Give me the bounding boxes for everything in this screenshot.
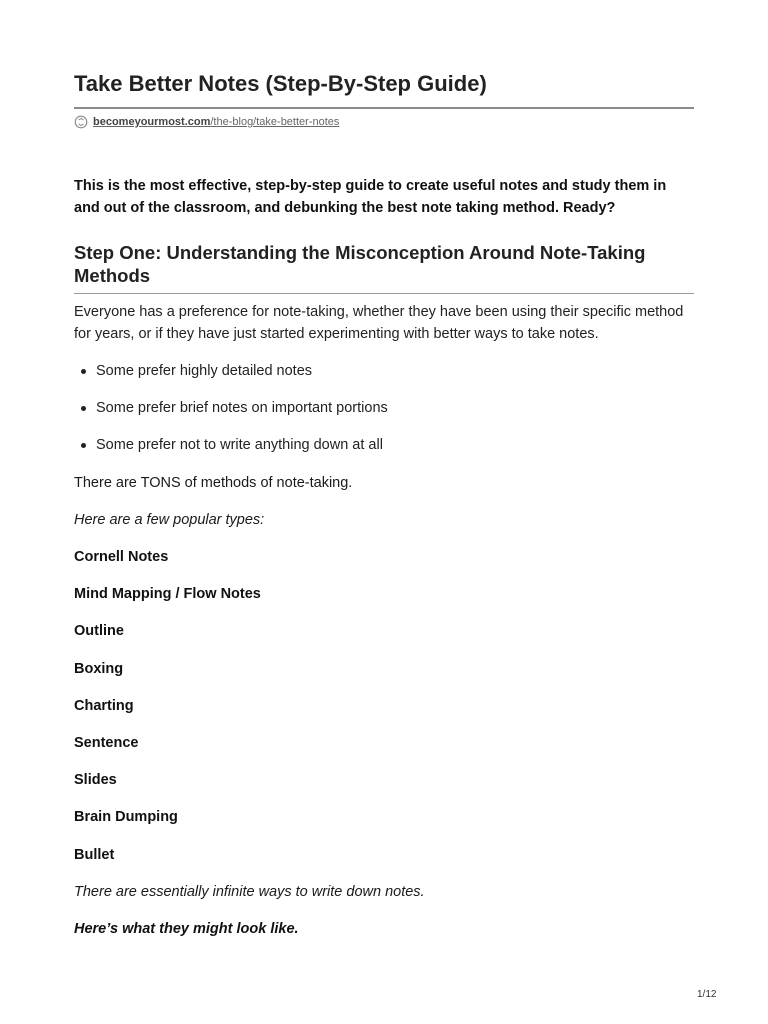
method-item: Charting <box>74 698 134 714</box>
source-link[interactable] <box>93 116 339 128</box>
paragraph-infinite-ways: There are essentially infinite ways to write down notes. <box>74 884 425 900</box>
title-divider <box>74 107 694 109</box>
site-favicon-icon <box>74 115 88 129</box>
method-item: Bullet <box>74 847 115 863</box>
bullet-item: Some prefer not to write anything down at all <box>96 434 383 456</box>
method-item: Boxing <box>74 661 124 677</box>
popular-types-intro: Here are a few popular types: <box>74 512 265 528</box>
intro-paragraph: This is the most effective, step-by-step guide to create useful notes and study them in and out of the classroom, and debunking the best note taking method. Ready? <box>74 178 667 216</box>
section-heading: Step One: Understanding the Misconception Around Note-Taking Methods <box>74 242 646 286</box>
method-item: Brain Dumping <box>74 809 178 825</box>
method-item: Slides <box>74 772 117 788</box>
method-item: Mind Mapping / Flow Notes <box>74 586 261 602</box>
paragraph-tons: There are TONS of methods of note-taking. <box>74 475 353 491</box>
method-item: Outline <box>74 623 124 639</box>
bullet-item: Some prefer brief notes on important portions <box>96 397 388 419</box>
page-number: 1/12 <box>697 989 717 1000</box>
method-item: Sentence <box>74 735 139 751</box>
page-title: Take Better Notes (Step-By-Step Guide) <box>74 71 487 96</box>
paragraph-look-like: Here’s what they might look like. <box>74 921 299 937</box>
source-url <box>74 114 339 130</box>
method-item: Cornell Notes <box>74 549 169 565</box>
bullet-item: Some prefer highly detailed notes <box>96 360 312 382</box>
source-domain: becomeyourmost.com <box>93 116 211 128</box>
paragraph-preferences: Everyone has a preference for note-taking, whether they have been using their specific method for years, or if they have just started experimenting with better ways to take notes. <box>74 304 684 342</box>
source-path: /the-blog/take-better-notes <box>210 116 340 128</box>
section-divider <box>74 293 694 294</box>
